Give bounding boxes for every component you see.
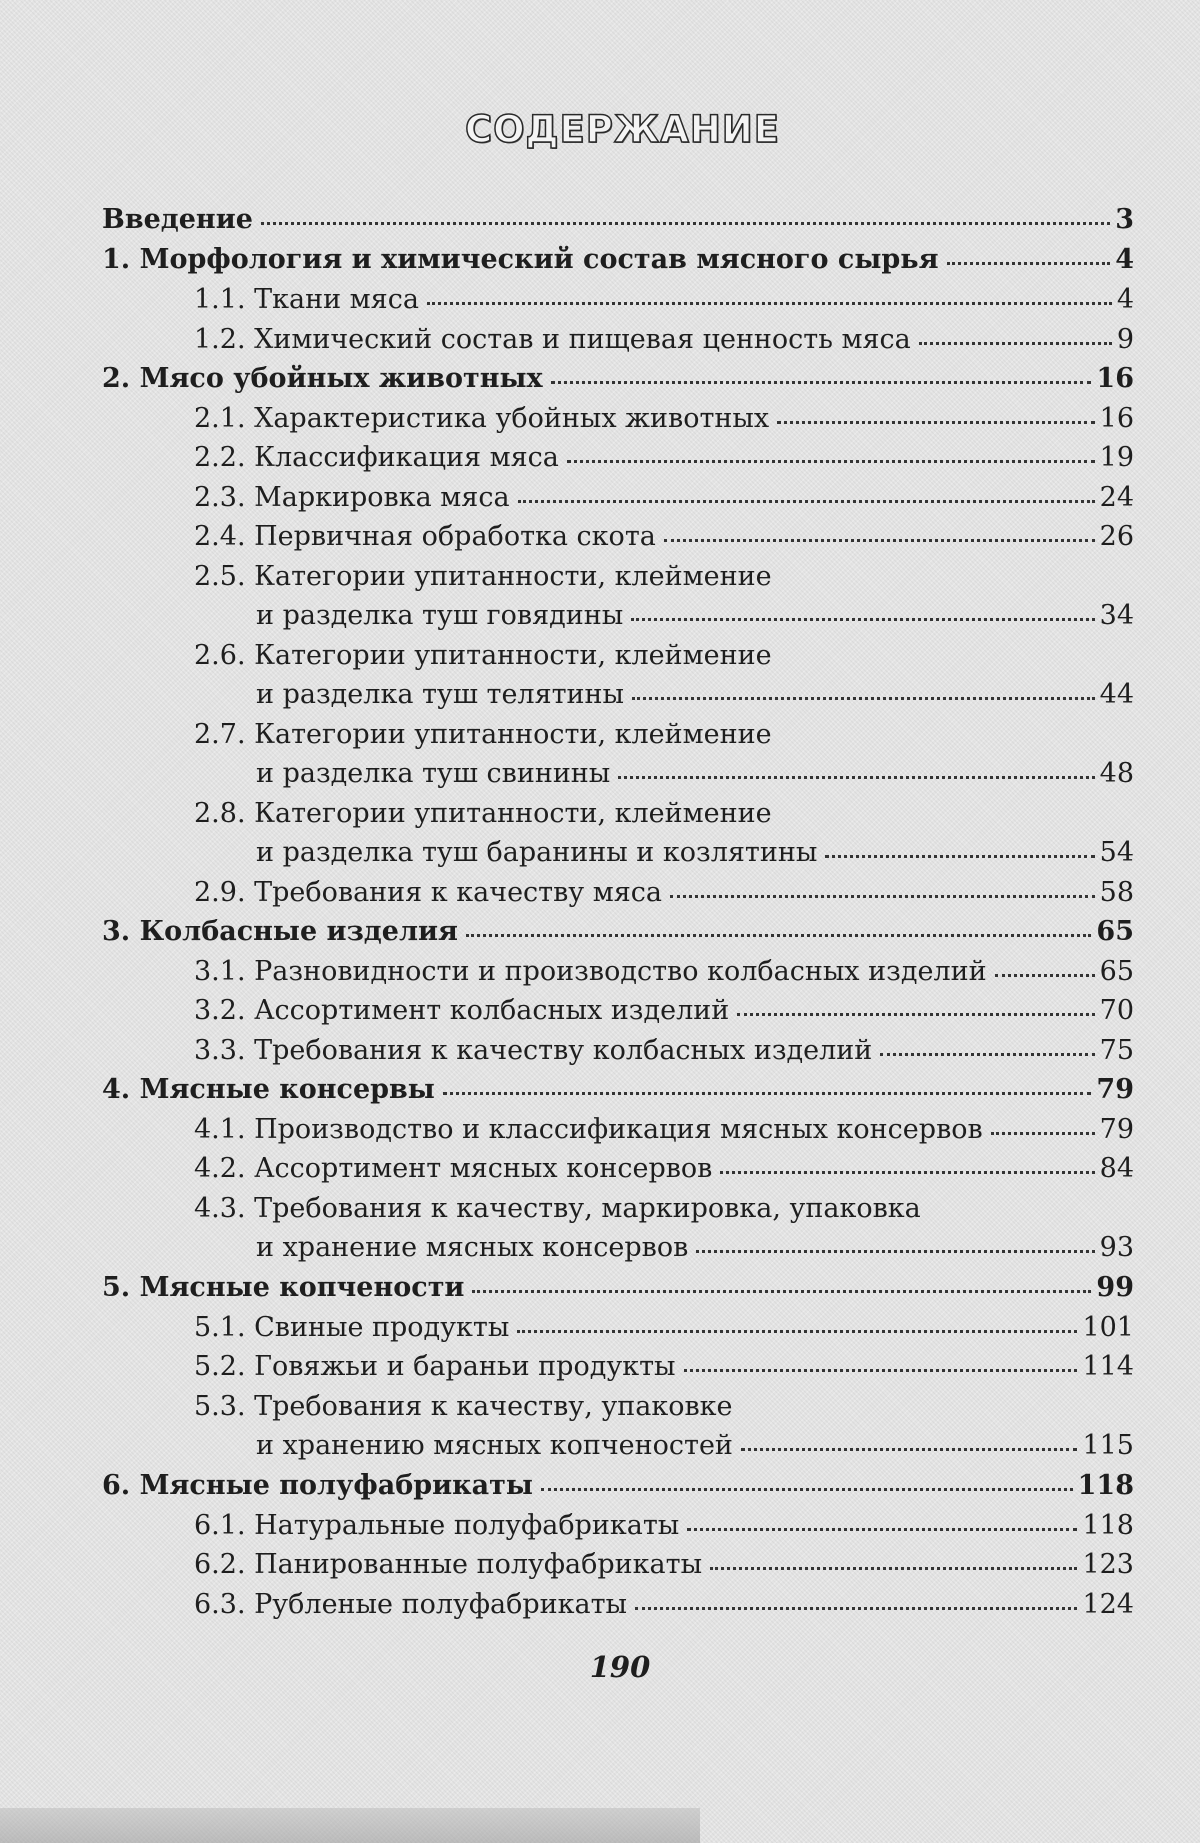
toc-entry-page: 65: [1096, 916, 1134, 947]
dot-leader: [777, 421, 1095, 424]
toc-entry-page: 58: [1099, 877, 1134, 908]
toc-entry-page: 93: [1099, 1232, 1134, 1263]
toc-entry-page: 16: [1096, 363, 1134, 394]
dot-leader: [825, 855, 1094, 858]
dot-leader: [919, 342, 1112, 345]
toc-entry-label: 1.1. Ткани мяса: [194, 284, 419, 315]
toc-entry-page: 4: [1115, 244, 1134, 275]
dot-leader: [995, 974, 1095, 977]
toc-entry-label-continuation: и разделка туш свинины: [256, 758, 611, 789]
toc-entry-label: 4. Мясные консервы: [102, 1074, 435, 1105]
toc-entry-label: 6. Мясные полуфабрикаты: [102, 1470, 533, 1501]
toc-entry-page: 79: [1099, 1114, 1134, 1145]
toc-entry-label: 2.2. Классификация мяса: [194, 442, 559, 473]
dot-leader: [670, 895, 1095, 898]
toc-entry-label: 5.3. Требования к качеству, упаковке: [194, 1391, 733, 1422]
dot-leader: [991, 1132, 1095, 1135]
dot-leader: [517, 1330, 1077, 1333]
dot-leader: [551, 381, 1092, 384]
toc-entry-page: 16: [1099, 403, 1134, 434]
toc-entry-label: 2.6. Категории упитанности, клеймение: [194, 640, 772, 671]
toc-entry-page: 118: [1077, 1470, 1134, 1501]
toc-entry-page: 101: [1082, 1312, 1134, 1343]
dot-leader: [518, 500, 1095, 503]
toc-entry-label: 4.1. Производство и классификация мясных консервов: [194, 1114, 983, 1145]
toc-entry-page: 118: [1082, 1510, 1134, 1541]
toc-entry-page: 19: [1099, 442, 1134, 473]
toc-entry-label-continuation: и хранение мясных консервов: [256, 1232, 689, 1263]
toc-entry-page: 9: [1116, 324, 1134, 355]
dot-leader: [737, 1013, 1094, 1016]
toc-entry-page: 123: [1082, 1549, 1134, 1580]
toc-entry-label: 2.4. Первичная обработка скота: [194, 521, 656, 552]
toc-entry-page: 44: [1099, 679, 1134, 710]
dot-leader: [710, 1567, 1077, 1570]
dot-leader: [696, 1250, 1094, 1253]
dot-leader: [664, 539, 1095, 542]
toc-entry-page: 26: [1099, 521, 1134, 552]
toc-entry-page: 4: [1116, 284, 1134, 315]
dot-leader: [741, 1448, 1078, 1451]
toc-entry-label: 2.9. Требования к качеству мяса: [194, 877, 663, 908]
toc-entry-label-continuation: и разделка туш баранины и козлятины: [256, 837, 818, 868]
toc-entry-label: 6.1. Натуральные полуфабрикаты: [194, 1510, 680, 1541]
toc-entry-label: 2.1. Характеристика убойных животных: [194, 403, 770, 434]
toc-entry-page: 79: [1096, 1074, 1134, 1105]
toc-entry-label: 6.2. Панированные полуфабрикаты: [194, 1549, 703, 1580]
dot-leader: [472, 1290, 1091, 1293]
toc-entry-label-continuation: и разделка туш телятины: [256, 679, 625, 710]
page-number: 190: [589, 1650, 651, 1684]
toc-entry-page: 3: [1115, 204, 1134, 235]
dot-leader: [466, 934, 1091, 937]
dot-leader: [541, 1488, 1073, 1491]
dot-leader: [632, 697, 1095, 700]
page-title: СОДЕРЖАНИЕ: [464, 108, 781, 151]
toc-entry-label: 1. Морфология и химический состав мясного сырья: [102, 244, 939, 275]
toc-entry-page: 75: [1099, 1035, 1134, 1066]
toc-entry-label: 3.2. Ассортимент колбасных изделий: [194, 995, 730, 1026]
toc-entry-label: 2.3. Маркировка мяса: [194, 482, 510, 513]
toc-entry-page: 84: [1099, 1153, 1134, 1184]
toc-entry-label: 3.1. Разновидности и производство колбасных изделий: [194, 956, 987, 987]
dot-leader: [635, 1607, 1077, 1610]
toc-entry-label: 1.2. Химический состав и пищевая ценность мяса: [194, 324, 911, 355]
toc-entry-label: 5.2. Говяжьи и бараньи продукты: [194, 1351, 676, 1382]
toc-entry-page: 114: [1082, 1351, 1134, 1382]
toc-entry-label: 2.5. Категории упитанности, клеймение: [194, 561, 772, 592]
scan-edge-shadow: [0, 1808, 700, 1843]
dot-leader: [427, 302, 1112, 305]
toc-entry-label: 5. Мясные копчености: [102, 1272, 465, 1303]
toc-entry-page: 99: [1096, 1272, 1134, 1303]
dot-leader: [261, 222, 1110, 225]
toc-entry-label: 4.3. Требования к качеству, маркировка, упаковка: [194, 1193, 921, 1224]
dot-leader: [567, 460, 1095, 463]
toc-entry-label: 2.8. Категории упитанности, клеймение: [194, 798, 772, 829]
toc-entry-label: 2.7. Категории упитанности, клеймение: [194, 719, 772, 750]
toc-entry-label: 5.1. Свиные продукты: [194, 1312, 510, 1343]
toc-entry-page: 48: [1099, 758, 1134, 789]
dot-leader: [684, 1369, 1078, 1372]
dot-leader: [687, 1528, 1077, 1531]
toc-entry-label: 4.2. Ассортимент мясных консервов: [194, 1153, 713, 1184]
dot-leader: [880, 1053, 1094, 1056]
toc-entry-label: Введение: [102, 204, 253, 235]
toc-entry-label-continuation: и хранению мясных копченостей: [256, 1430, 733, 1461]
dot-leader: [947, 262, 1111, 265]
toc-entry-label: 3. Колбасные изделия: [102, 916, 458, 947]
toc-entry-label-continuation: и разделка туш говядины: [256, 600, 624, 631]
toc-entry-page: 70: [1099, 995, 1134, 1026]
toc-entry-page: 54: [1099, 837, 1134, 868]
dot-leader: [631, 618, 1094, 621]
dot-leader: [618, 776, 1094, 779]
toc-entry-label: 3.3. Требования к качеству колбасных изделий: [194, 1035, 873, 1066]
dot-leader: [720, 1171, 1094, 1174]
toc-entry-page: 124: [1082, 1589, 1134, 1620]
toc-entry-page: 24: [1099, 482, 1134, 513]
toc-entry-label: 2. Мясо убойных животных: [102, 363, 543, 394]
toc-entry-page: 115: [1082, 1430, 1134, 1461]
toc-entry-page: 34: [1099, 600, 1134, 631]
dot-leader: [443, 1092, 1092, 1095]
toc-entry-label: 6.3. Рубленые полуфабрикаты: [194, 1589, 628, 1620]
toc-entry-page: 65: [1099, 956, 1134, 987]
